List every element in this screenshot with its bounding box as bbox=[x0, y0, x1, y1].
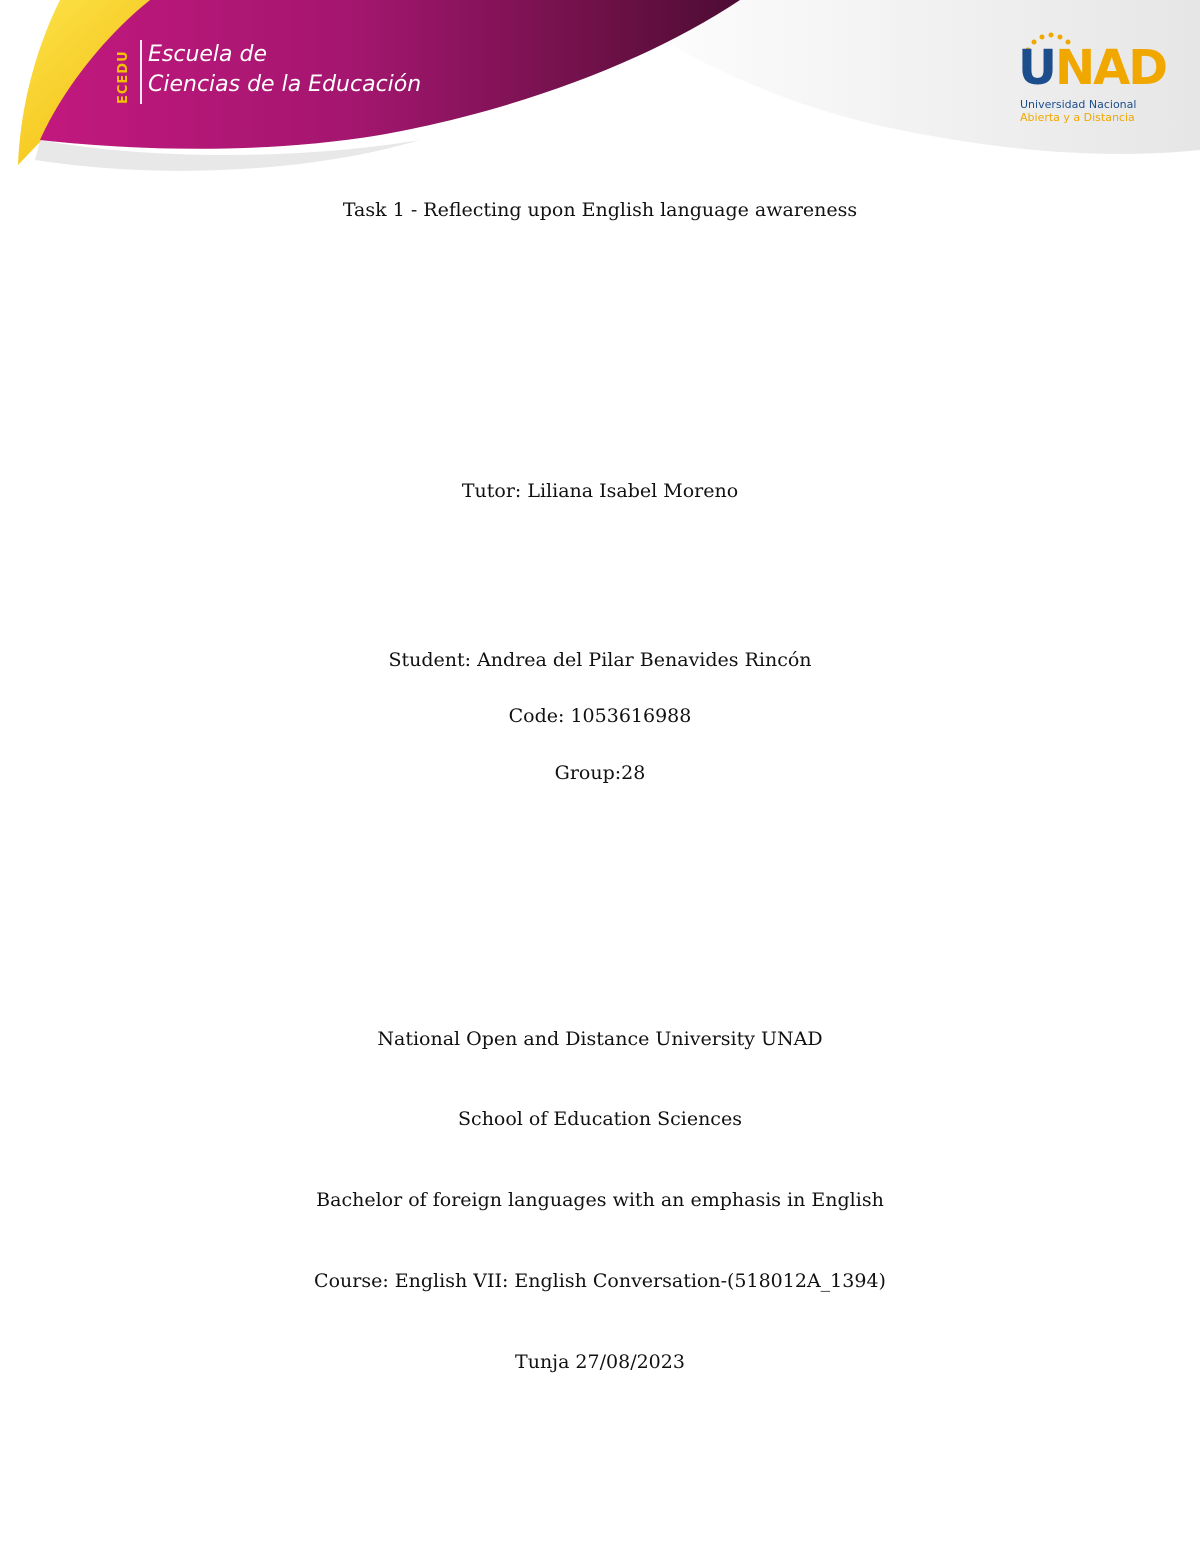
group-line: Group:28 bbox=[554, 762, 646, 784]
header-divider bbox=[140, 40, 142, 104]
place-date-line: Tunja 27/08/2023 bbox=[515, 1351, 685, 1373]
unad-logo bbox=[1018, 30, 1167, 130]
school-line: School of Education Sciences bbox=[458, 1108, 742, 1130]
program-line: Bachelor of foreign languages with an emphasis in English bbox=[316, 1189, 884, 1211]
code-line: Code: 1053616988 bbox=[508, 705, 692, 727]
logo-wordmark: UNAD bbox=[1018, 40, 1167, 96]
tutor-line: Tutor: Liliana Isabel Moreno bbox=[461, 480, 739, 502]
logo-subtitle-2: Abierta y a Distancia bbox=[1020, 111, 1135, 124]
document-title: Task 1 - Reflecting upon English language awareness bbox=[342, 199, 858, 221]
school-name-line2: Ciencias de la Educación bbox=[148, 72, 422, 97]
course-line: Course: English VII: English Conversation-(518012A_1394) bbox=[314, 1270, 886, 1292]
header-banner bbox=[0, 0, 1200, 200]
logo-subtitle-1: Universidad Nacional bbox=[1020, 98, 1137, 111]
ecedu-acronym: ECEDU bbox=[116, 50, 131, 104]
student-line: Student: Andrea del Pilar Benavides Rincón bbox=[388, 649, 812, 671]
university-line: National Open and Distance University UNAD bbox=[377, 1028, 823, 1050]
school-name-line1: Escuela de bbox=[148, 42, 268, 67]
school-name bbox=[148, 40, 421, 100]
